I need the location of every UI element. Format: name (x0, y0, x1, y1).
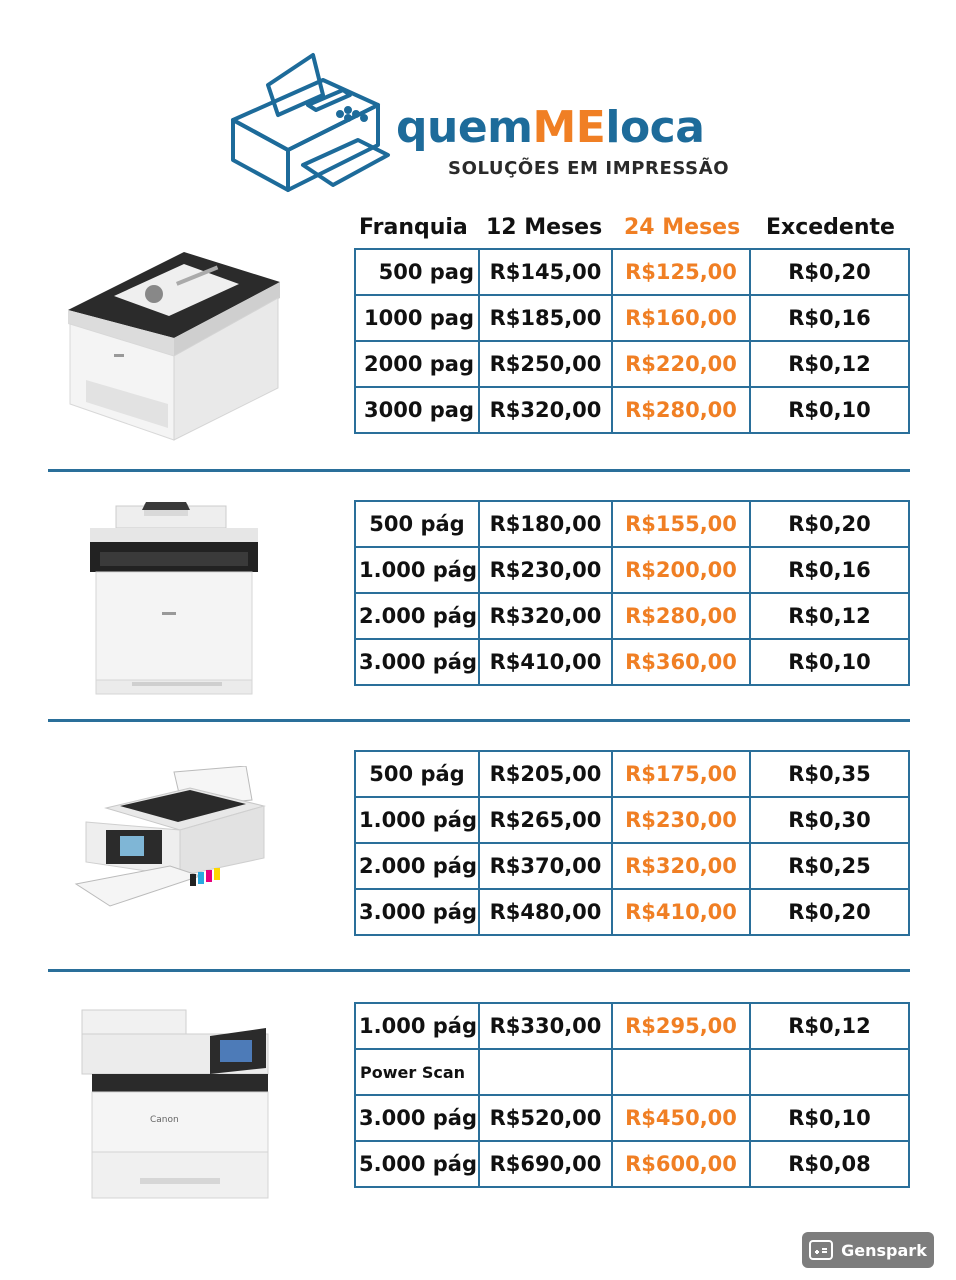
table-row (355, 889, 909, 935)
price-table-2 (354, 500, 910, 686)
brand-name-prefix: quem (396, 102, 533, 153)
price-24-cell: R$280,00 (612, 387, 750, 433)
franquia-cell: 500 pág (355, 501, 479, 547)
price-12-cell: R$370,00 (479, 843, 612, 889)
price-24-cell: R$600,00 (612, 1141, 750, 1187)
franquia-cell: 2.000 pág (355, 843, 479, 889)
price-24-cell: R$200,00 (612, 547, 750, 593)
table-row (355, 797, 909, 843)
price-24-cell: R$220,00 (612, 341, 750, 387)
table-row (355, 295, 909, 341)
excedente-cell: R$0,10 (750, 387, 909, 433)
header-24-meses: 24 Meses (624, 215, 741, 240)
table-row (355, 1141, 909, 1187)
price-12-cell: R$520,00 (479, 1095, 612, 1141)
brand-logo (228, 50, 748, 200)
price-12-cell (479, 1049, 612, 1095)
excedente-cell: R$0,12 (750, 593, 909, 639)
table-row (355, 341, 909, 387)
price-table-1 (354, 248, 910, 434)
price-24-cell: R$295,00 (612, 1003, 750, 1049)
section-divider (48, 719, 910, 722)
table-row (355, 1003, 909, 1049)
price-12-cell: R$410,00 (479, 639, 612, 685)
excedente-cell: R$0,20 (750, 889, 909, 935)
section-divider (48, 969, 910, 972)
brand-name-suffix: loca (605, 102, 705, 153)
svg-text:Canon: Canon (150, 1115, 179, 1125)
genspark-badge[interactable] (802, 1232, 934, 1268)
excedente-cell: R$0,20 (750, 501, 909, 547)
canon-multifunction-printer-icon (80, 1008, 270, 1200)
price-24-cell: R$155,00 (612, 501, 750, 547)
table-row (355, 1095, 909, 1141)
table-row (355, 249, 909, 295)
table-row (355, 751, 909, 797)
franquia-cell: 1.000 pág (355, 797, 479, 843)
franquia-cell: 500 pág (355, 751, 479, 797)
price-12-cell: R$330,00 (479, 1003, 612, 1049)
table-row (355, 1049, 909, 1095)
table-row (355, 639, 909, 685)
price-table-3 (354, 750, 910, 936)
laser-printer-icon (64, 252, 284, 442)
excedente-cell: R$0,16 (750, 547, 909, 593)
price-24-cell: R$160,00 (612, 295, 750, 341)
price-12-cell: R$145,00 (479, 249, 612, 295)
printer-logo-icon (228, 50, 393, 195)
excedente-cell: R$0,12 (750, 1003, 909, 1049)
price-12-cell: R$180,00 (479, 501, 612, 547)
price-12-cell: R$320,00 (479, 593, 612, 639)
excedente-cell: R$0,35 (750, 751, 909, 797)
price-24-cell: R$230,00 (612, 797, 750, 843)
genspark-label: Genspark (841, 1240, 927, 1260)
franquia-cell: 3.000 pág (355, 889, 479, 935)
genspark-logo-icon (809, 1240, 833, 1260)
franquia-cell: 1.000 pág (355, 547, 479, 593)
table-row (355, 547, 909, 593)
multifunction-printer-icon (86, 502, 262, 696)
price-12-cell: R$690,00 (479, 1141, 612, 1187)
franquia-cell: 5.000 pág (355, 1141, 479, 1187)
header-12-meses: 12 Meses (486, 215, 603, 240)
franquia-cell: 1.000 pág (355, 1003, 479, 1049)
column-headers (354, 215, 910, 247)
brand-name-accent: ME (532, 102, 606, 153)
brand-tagline: SOLUÇÕES EM IMPRESSÃO (448, 158, 730, 179)
excedente-cell: R$0,20 (750, 249, 909, 295)
price-24-cell: R$280,00 (612, 593, 750, 639)
franquia-cell: 2.000 pág (355, 593, 479, 639)
ink-tank-printer-icon (70, 766, 274, 916)
price-24-cell (612, 1049, 750, 1095)
price-12-cell: R$320,00 (479, 387, 612, 433)
excedente-cell: R$0,12 (750, 341, 909, 387)
price-12-cell: R$265,00 (479, 797, 612, 843)
price-24-cell: R$320,00 (612, 843, 750, 889)
excedente-cell: R$0,25 (750, 843, 909, 889)
price-table-4 (354, 1002, 910, 1188)
table-row (355, 501, 909, 547)
franquia-cell: 500 pag (355, 249, 479, 295)
excedente-cell: R$0,10 (750, 639, 909, 685)
excedente-cell: R$0,08 (750, 1141, 909, 1187)
table-row (355, 843, 909, 889)
price-12-cell: R$185,00 (479, 295, 612, 341)
excedente-cell: R$0,10 (750, 1095, 909, 1141)
price-24-cell: R$410,00 (612, 889, 750, 935)
price-24-cell: R$175,00 (612, 751, 750, 797)
price-12-cell: R$230,00 (479, 547, 612, 593)
price-12-cell: R$250,00 (479, 341, 612, 387)
price-24-cell: R$125,00 (612, 249, 750, 295)
franquia-cell: 2000 pag (355, 341, 479, 387)
table-row (355, 387, 909, 433)
excedente-cell: R$0,16 (750, 295, 909, 341)
brand-name (396, 102, 705, 153)
price-24-cell: R$450,00 (612, 1095, 750, 1141)
section-divider (48, 469, 910, 472)
table-row (355, 593, 909, 639)
excedente-cell (750, 1049, 909, 1095)
franquia-cell: 3000 pag (355, 387, 479, 433)
franquia-cell: 3.000 pág (355, 639, 479, 685)
franquia-cell: 1000 pag (355, 295, 479, 341)
header-franquia: Franquia (359, 215, 468, 240)
header-excedente: Excedente (766, 215, 895, 240)
price-12-cell: R$480,00 (479, 889, 612, 935)
price-24-cell: R$360,00 (612, 639, 750, 685)
excedente-cell: R$0,30 (750, 797, 909, 843)
price-12-cell: R$205,00 (479, 751, 612, 797)
franquia-cell: Power Scan (355, 1049, 479, 1095)
franquia-cell: 3.000 pág (355, 1095, 479, 1141)
